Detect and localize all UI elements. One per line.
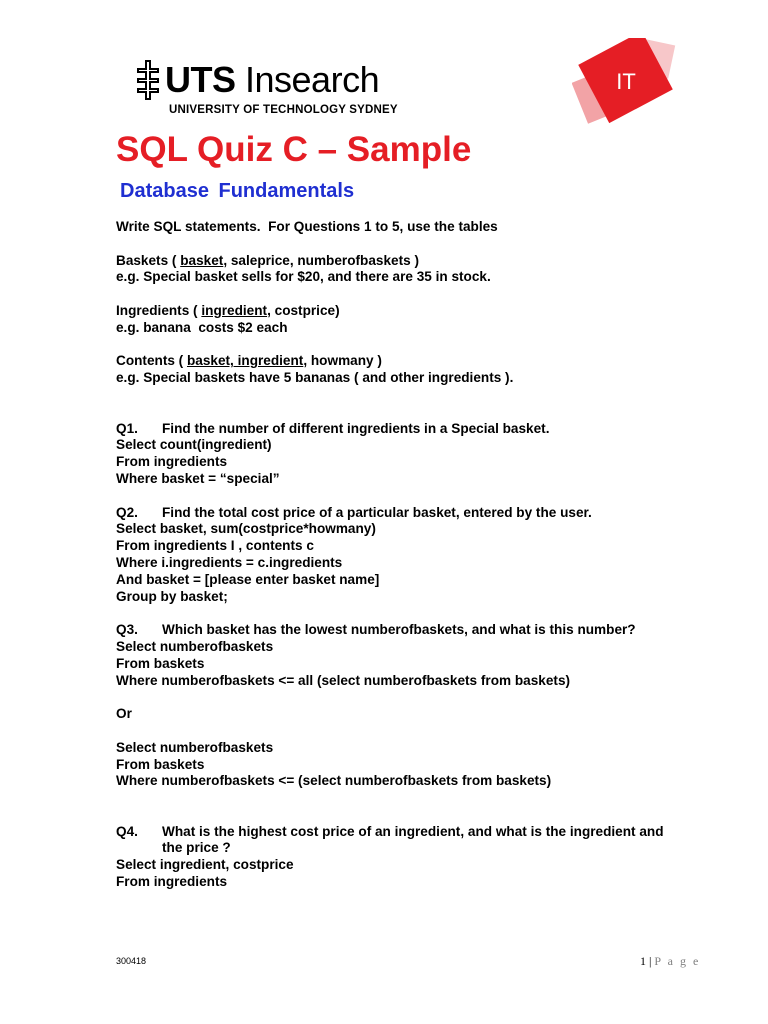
sql-line: From baskets bbox=[116, 655, 205, 671]
intro-text: Write SQL statements. For Questions 1 to 5, use the tables bbox=[116, 219, 498, 234]
uts-crest-icon bbox=[137, 60, 159, 100]
sql-line: From ingredients bbox=[116, 454, 228, 470]
sql-line: From baskets bbox=[116, 756, 205, 772]
sql-line: Select ingredient, costprice bbox=[116, 857, 294, 873]
question-1: Q1. Find the number of different ingredients in a Special basket. bbox=[116, 420, 550, 436]
sql-line: Select count(ingredient) bbox=[116, 437, 272, 453]
sql-line: And basket = [please enter basket name] bbox=[116, 571, 380, 587]
question-3: Q3. Which basket has the lowest numberofbaskets, and what is this number? bbox=[116, 622, 636, 638]
sql-line: Where i.ingredients = c.ingredients bbox=[116, 554, 343, 570]
table-baskets: Baskets ( basket, saleprice, numberofbaskets ) bbox=[116, 252, 419, 268]
or-separator: Or bbox=[116, 706, 132, 722]
footer-page-number: 1 | P a g e bbox=[640, 954, 701, 968]
sql-line: Where numberofbaskets <= (select numberofbaskets from baskets) bbox=[116, 773, 552, 789]
table-contents-example: e.g. Special baskets have 5 bananas ( and other ingredients ). bbox=[116, 370, 514, 386]
page-title: SQL Quiz C – Sample bbox=[116, 130, 472, 169]
table-contents: Contents ( basket, ingredient, howmany ) bbox=[116, 353, 382, 369]
table-ingredients-example: e.g. banana costs $2 each bbox=[116, 319, 288, 335]
question-2: Q2. Find the total cost price of a particular basket, entered by the user. bbox=[116, 504, 592, 520]
sql-line: From ingredients bbox=[116, 874, 228, 890]
question-4: Q4. What is the highest cost price of an ingredient, and what is the ingredient and the price ? bbox=[116, 823, 664, 856]
logo-name: UTS Insearch bbox=[165, 59, 380, 100]
uts-insearch-logo bbox=[137, 60, 398, 116]
sql-line: Where numberofbaskets <= all (select numberofbaskets from baskets) bbox=[116, 672, 571, 688]
sql-line: Where basket = “special” bbox=[116, 470, 280, 486]
sql-line: Group by basket; bbox=[116, 588, 228, 604]
it-badge-text: IT bbox=[616, 69, 636, 94]
sql-line: From ingredients I , contents c bbox=[116, 538, 314, 554]
table-ingredients: Ingredients ( ingredient, costprice) bbox=[116, 302, 340, 318]
it-badge-icon bbox=[572, 38, 682, 128]
table-baskets-example: e.g. Special basket sells for $20, and there are 35 in stock. bbox=[116, 269, 491, 285]
logo-subtitle: UNIVERSITY OF TECHNOLOGY SYDNEY bbox=[169, 104, 398, 116]
page-subtitle: Database Fundamentals bbox=[120, 180, 355, 202]
sql-line: Select basket, sum(costprice*howmany) bbox=[116, 521, 376, 537]
sql-line: Select numberofbaskets bbox=[116, 638, 274, 654]
document-body bbox=[116, 219, 676, 891]
footer-code: 300418 bbox=[116, 956, 147, 966]
sql-line: Select numberofbaskets bbox=[116, 739, 274, 755]
